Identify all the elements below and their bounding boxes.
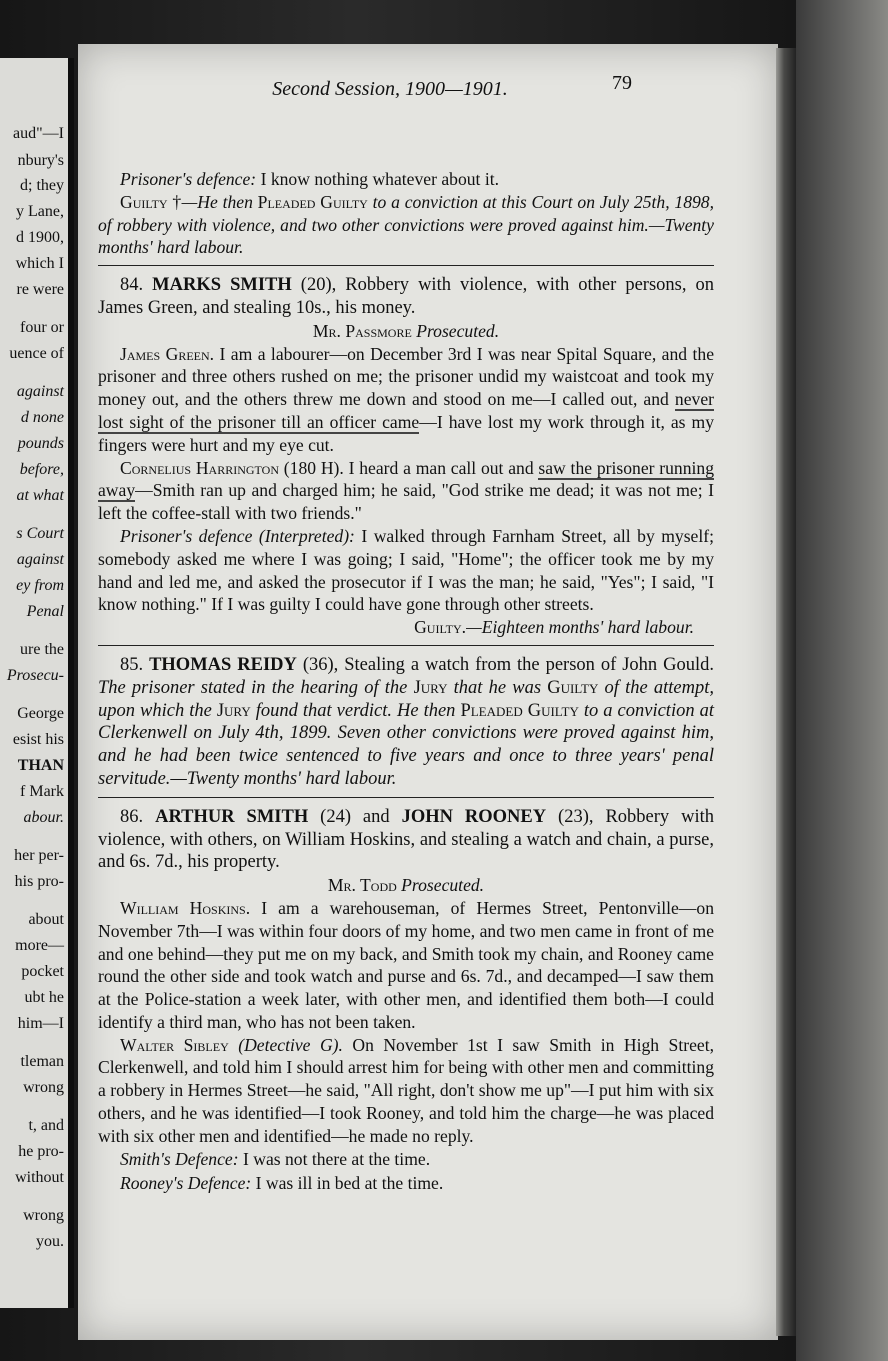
defendant-age: (20), bbox=[291, 275, 337, 296]
defendant-name: ARTHUR SMITH bbox=[155, 806, 309, 827]
defence-statement bbox=[98, 1148, 714, 1171]
facing-page-text-fragment: s Court bbox=[16, 525, 64, 542]
case-divider bbox=[98, 265, 714, 266]
facing-page-text-fragment: four or bbox=[20, 319, 64, 336]
page-edge bbox=[776, 48, 796, 1336]
verdict-text: to a conviction at this Court on July 25th, 1898, of robbery with violence, and two other convictions were proved against him.—Twenty months' hard labour. bbox=[98, 191, 714, 258]
scan-margin bbox=[796, 0, 888, 1361]
facing-page-text-fragment: nbury's bbox=[17, 152, 64, 169]
facing-page-text-fragment: about bbox=[28, 911, 64, 928]
jury-label: Jury bbox=[216, 700, 251, 721]
defendant-age: (36), bbox=[296, 654, 339, 675]
facing-page-text-fragment: Penal bbox=[26, 603, 64, 620]
running-head: Second Session, 1900—1901. bbox=[272, 78, 508, 100]
verdict-label: Guilty bbox=[120, 191, 168, 212]
verdict-mark: † bbox=[167, 191, 182, 212]
facing-page-text-fragment: d; they bbox=[20, 177, 64, 194]
verdict-text: The prisoner stated in the hearing of the bbox=[98, 677, 414, 698]
defence-text: I know nothing whatever about it. bbox=[256, 169, 500, 189]
facing-page-text-fragment: esist his bbox=[12, 731, 64, 748]
facing-page-text-fragment: d none bbox=[20, 409, 64, 426]
facing-page-text-fragment: against bbox=[16, 383, 64, 400]
case-number: 84. bbox=[120, 275, 144, 296]
facing-page-fragment bbox=[0, 58, 74, 1308]
facing-page-text-fragment: wrong bbox=[23, 1079, 64, 1096]
witness-badge: (180 H). bbox=[279, 457, 344, 478]
underlined-passage: never lost sight of the prisoner till an officer came bbox=[98, 389, 714, 432]
defence-label: Rooney's Defence: bbox=[120, 1173, 252, 1194]
defendant-name: THOMAS REIDY bbox=[149, 654, 297, 675]
facing-page-text-fragment: f Mark bbox=[20, 783, 64, 800]
verdict-text: that he was bbox=[447, 677, 548, 698]
facing-page-text-fragment: Prosecu- bbox=[6, 667, 64, 684]
defence-label: Prisoner's defence: bbox=[120, 169, 257, 189]
witness-testimony bbox=[98, 1034, 714, 1148]
prosecutor-name: Mr. Todd bbox=[327, 875, 397, 896]
verdict-label: Guilty. bbox=[414, 617, 467, 638]
pleaded-label: Pleaded Guilty bbox=[257, 191, 368, 212]
sentence-text: —Eighteen months' hard labour. bbox=[466, 617, 694, 638]
facing-page-text-fragment: aud"—I bbox=[13, 125, 64, 142]
prosecuted-label: Prosecuted. bbox=[396, 875, 485, 896]
jury-label: Jury bbox=[413, 677, 448, 698]
facing-page-text-fragment: George bbox=[17, 705, 64, 722]
witness-testimony bbox=[98, 343, 714, 457]
verdict-text: to a conviction at Clerkenwell on July 4th, 1899. Seven other convictions were proved against him, and he had been twice sentenced to five years and once to three years' penal servitude.—Twenty months' hard labour. bbox=[98, 700, 714, 789]
facing-page-text-fragment: pocket bbox=[21, 963, 64, 980]
guilty-label: Guilty bbox=[547, 677, 599, 698]
prisoner-defence bbox=[98, 525, 714, 616]
defence-label: Prisoner's defence bbox=[120, 525, 253, 546]
facing-page-text-fragment: ey from bbox=[16, 577, 64, 594]
facing-page-text-fragment: him—I bbox=[17, 1015, 64, 1032]
defence-label: Smith's Defence: bbox=[120, 1148, 239, 1169]
verdict-line bbox=[98, 616, 714, 639]
witness-name: James Green. bbox=[120, 343, 215, 364]
facing-page-text-fragment: abour. bbox=[23, 809, 64, 826]
facing-page-text-fragment: THAN bbox=[17, 757, 64, 774]
facing-page-text-fragment: ure the bbox=[20, 641, 64, 658]
defence-text: I was not there at the time. bbox=[238, 1148, 431, 1169]
defendant-age: (24) and bbox=[308, 806, 402, 827]
facing-page-text-fragment: more— bbox=[15, 937, 64, 954]
defendant-name: JOHN ROONEY bbox=[401, 806, 547, 827]
facing-page-text-fragment: uence of bbox=[9, 345, 64, 362]
facing-page-text-fragment: ubt he bbox=[24, 989, 64, 1006]
facing-page-text-fragment: her per- bbox=[14, 847, 64, 864]
case-divider bbox=[98, 797, 714, 798]
prosecution-line bbox=[98, 320, 714, 343]
witness-name: William Hoskins. bbox=[120, 897, 251, 918]
defence-text: I was ill in bed at the time. bbox=[251, 1173, 444, 1194]
facing-page-text-fragment: you. bbox=[36, 1233, 64, 1250]
case-number: 85. bbox=[120, 654, 144, 675]
witness-name: Cornelius Harrington bbox=[120, 457, 280, 478]
prosecuted-label: Prosecuted. bbox=[411, 320, 500, 341]
facing-page-text-fragment: wrong bbox=[23, 1207, 64, 1224]
facing-page-text-fragment: re were bbox=[16, 281, 64, 298]
case-85-heading bbox=[98, 654, 714, 791]
testimony-text: I am a labourer—on December 3rd I was near Spital Square, and the prisoner and three others rushed on me; the prisoner undid my waistcoat and took my money out, and the others threw me down and stood on me—I called out, and bbox=[98, 343, 715, 410]
charge-text: Stealing a watch from the person of John Gould. bbox=[338, 654, 714, 675]
facing-page-text-fragment: which I bbox=[15, 255, 64, 272]
defendant-name: MARKS SMITH bbox=[152, 275, 292, 296]
verdict-text: of the attempt, upon which the bbox=[98, 677, 714, 721]
defendant-age: (23), bbox=[546, 806, 594, 827]
testimony-text: —Smith ran up and charged him; he said, "God strike me dead; it was not me; I left the coffee-stall with two friends." bbox=[98, 480, 714, 524]
verdict-text: found that verdict. He then bbox=[250, 700, 461, 721]
facing-page-text-fragment: his pro- bbox=[14, 873, 64, 890]
witness-testimony bbox=[98, 897, 714, 1034]
defence-interpreted: (Interpreted): bbox=[252, 525, 355, 546]
prev-defence bbox=[98, 168, 714, 191]
facing-page-text-fragment: pounds bbox=[17, 435, 64, 452]
witness-testimony bbox=[98, 457, 714, 525]
facing-page-text-fragment: tleman bbox=[20, 1053, 64, 1070]
case-divider bbox=[98, 645, 714, 646]
facing-page-text-fragment: against bbox=[16, 551, 64, 568]
witness-rank: (Detective G). bbox=[228, 1034, 343, 1055]
facing-page-text-fragment: y Lane, bbox=[16, 203, 64, 220]
page-body bbox=[98, 168, 714, 1195]
testimony-text: On November 1st I saw Smith in High Street, Clerkenwell, and told him I should arrest him for being with other men and committing a robbery in Hermes Street—he said, "All right, don't show me up"—I put him with six others, and he was identified—I took Rooney, and told him the charge—he was placed with six other men and identified—he made no reply. bbox=[98, 1034, 714, 1146]
prosecutor-name: Mr. Passmore bbox=[312, 320, 412, 341]
page-number: 79 bbox=[612, 72, 632, 94]
witness-name: Walter Sibley bbox=[120, 1034, 229, 1055]
facing-page-text-fragment: t, and bbox=[28, 1117, 64, 1134]
testimony-text: I am a warehouseman, of Hermes Street, Pentonville—on November 7th—I was within four doors of my home, and two men came in front of me and one behind—they put me on my back, and Smith took my chain, and Rooney came round the other side and took watch and purse and 6s. 7d., and decamped—I saw them at the Police-station a week later, with other men, and identified them both—I could identify a third man, who has not been taken. bbox=[98, 897, 714, 1032]
facing-page-text-fragment: d 1900, bbox=[16, 229, 64, 246]
charge-text: Robbery with violence, with others, on William Hoskins, and stealing a watch and chain, a purse, and 6s. 7d., his property. bbox=[98, 806, 714, 873]
prev-verdict bbox=[98, 191, 714, 259]
defence-statement bbox=[98, 1172, 714, 1195]
facing-page-text-fragment: he pro- bbox=[18, 1143, 64, 1160]
charge-text: Robbery with violence, with other persons, on James Green, and stealing 10s., his money. bbox=[98, 275, 715, 318]
case-number: 86. bbox=[120, 806, 144, 827]
facing-page-text-fragment: at what bbox=[16, 487, 64, 504]
testimony-text: —I have lost my work through it, as my fingers were hurt and my eye cut. bbox=[98, 411, 714, 455]
prosecution-line bbox=[98, 874, 714, 897]
facing-page-text-fragment: before, bbox=[19, 461, 64, 478]
case-84-heading bbox=[98, 274, 714, 320]
pleaded-label: Pleaded Guilty bbox=[460, 700, 579, 721]
defence-text: I walked through Farnham Street, all by myself; somebody asked me where I was going; I said, "Home"; the officer took me by my hand and led me, and asked the prosecutor if I was the man; he said, "Yes"; I said, "I know nothing." If I was guilty I could have gone through other streets. bbox=[98, 525, 714, 615]
verdict-text: —He then bbox=[181, 191, 258, 212]
facing-page-text-fragment: without bbox=[15, 1169, 64, 1186]
testimony-text: I heard a man call out and bbox=[343, 457, 539, 478]
underlined-passage: saw the prisoner running away bbox=[98, 457, 715, 501]
case-86-heading bbox=[98, 806, 714, 874]
